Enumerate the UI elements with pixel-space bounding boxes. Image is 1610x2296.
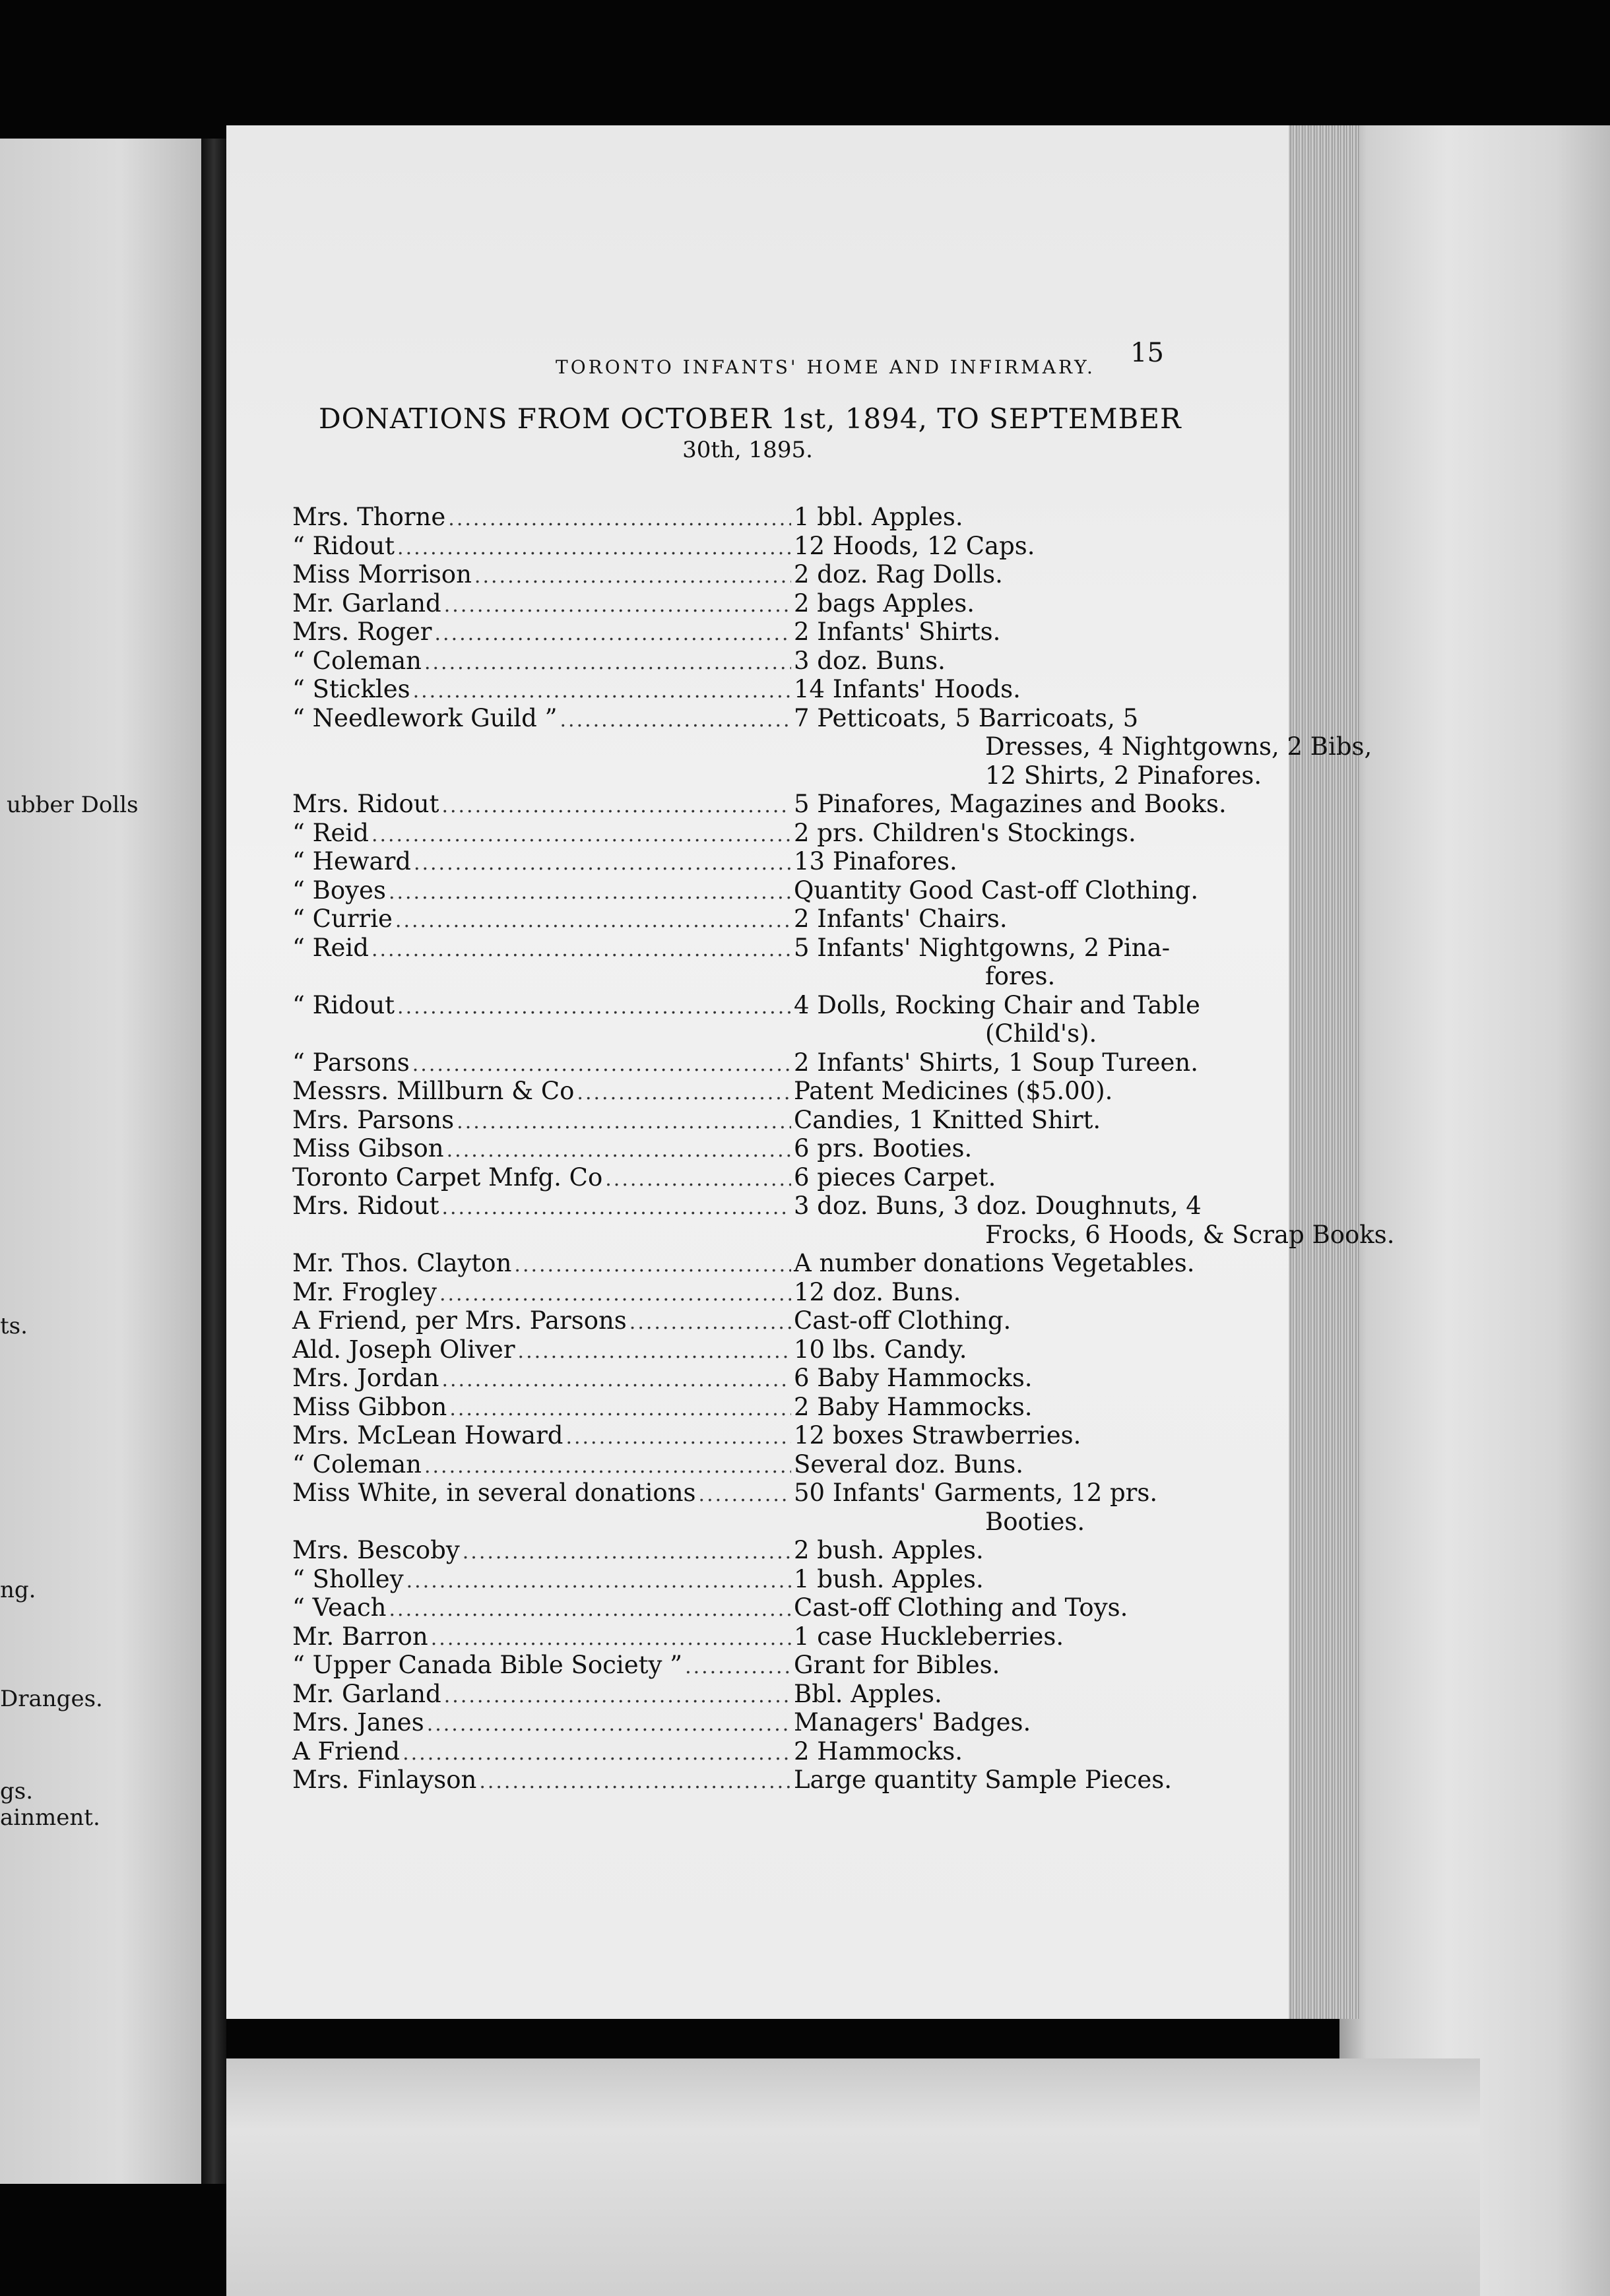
- left-facing-page: [0, 139, 205, 2184]
- donation-item: 12 boxes Strawberries.: [794, 1421, 1081, 1450]
- dot-leader: [412, 1050, 791, 1079]
- donation-item: Cast-off Clothing.: [794, 1306, 1012, 1335]
- donor-name: “ Coleman: [292, 1450, 422, 1479]
- donation-row: [292, 1163, 1269, 1192]
- dot-leader: [444, 591, 791, 620]
- donor-name: Mr. Garland: [292, 1679, 441, 1708]
- dot-leader: [395, 907, 791, 936]
- donor-name: “ Stickles: [292, 675, 410, 703]
- donor-name: A Friend: [292, 1737, 401, 1766]
- donation-row: [292, 1335, 1269, 1364]
- donation-row: [292, 560, 1269, 589]
- donation-item: A number donations Vegetables.: [794, 1249, 1195, 1277]
- donation-item: 1 bush. Apples.: [794, 1564, 984, 1593]
- dot-leader: [413, 677, 791, 706]
- donor-name: A Friend, per Mrs. Parsons: [292, 1306, 627, 1335]
- donation-item: Bbl. Apples.: [794, 1679, 942, 1708]
- donation-item: Several doz. Buns.: [794, 1450, 1023, 1479]
- dot-leader: [371, 821, 791, 850]
- donor-name: “ Coleman: [292, 646, 422, 675]
- donation-item: 14 Infants' Hoods.: [794, 675, 1021, 703]
- donor-name: Miss White, in several donations: [292, 1479, 696, 1507]
- donation-row: [292, 1622, 1269, 1651]
- donation-item: 2 Hammocks.: [794, 1737, 963, 1766]
- dot-leader: [685, 1653, 791, 1682]
- donation-row: [292, 790, 1269, 819]
- donation-row: [292, 991, 1269, 1020]
- donation-item: Large quantity Sample Pieces.: [794, 1766, 1172, 1794]
- donation-row: [292, 1680, 1269, 1709]
- donation-item: 6 prs. Booties.: [794, 1134, 973, 1163]
- donation-item-continued: 12 Shirts, 2 Pinafores.: [985, 761, 1262, 790]
- donation-row: [292, 819, 1269, 848]
- donation-row: [292, 1593, 1269, 1622]
- donation-item: 3 doz. Buns, 3 doz. Doughnuts, 4: [794, 1192, 1202, 1220]
- donor-name: Miss Gibbon: [292, 1392, 447, 1421]
- donation-row: [292, 1565, 1269, 1594]
- donation-row: [292, 1393, 1269, 1422]
- donor-name: Mrs. Parsons: [292, 1105, 455, 1134]
- dot-leader: [441, 1194, 791, 1223]
- running-head: TORONTO INFANTS' HOME AND INFIRMARY.: [556, 356, 1095, 378]
- donation-item-continued: fores.: [985, 962, 1056, 990]
- donation-item: 2 Infants' Shirts.: [794, 618, 1001, 646]
- dot-leader: [629, 1308, 791, 1337]
- dot-leader: [435, 620, 792, 649]
- donor-name: “ Veach: [292, 1593, 387, 1622]
- dot-leader: [514, 1251, 791, 1280]
- left-fragment: gs.: [0, 1778, 34, 1804]
- dot-leader: [518, 1337, 791, 1366]
- donation-row: [292, 1077, 1269, 1106]
- donation-row: [292, 847, 1269, 876]
- donor-name: “ Reid: [292, 933, 369, 962]
- donation-item: Managers' Badges.: [794, 1708, 1031, 1737]
- page-bottom-margin: [226, 2058, 1480, 2296]
- donation-row: [292, 589, 1269, 618]
- donation-item: Patent Medicines ($5.00).: [794, 1077, 1113, 1105]
- donation-row: [292, 1737, 1269, 1766]
- donation-item: 2 bags Apples.: [794, 589, 975, 618]
- donation-item: 2 Baby Hammocks.: [794, 1392, 1033, 1421]
- donation-row: [292, 1249, 1269, 1278]
- list-title: DONATIONS FROM OCTOBER 1st, 1894, TO SEPTEMBER: [319, 402, 1182, 435]
- dot-leader: [441, 1366, 791, 1395]
- donation-item-continued: Frocks, 6 Hoods, & Scrap Books.: [985, 1220, 1395, 1249]
- dot-leader: [427, 1710, 791, 1739]
- donation-row: [292, 532, 1269, 561]
- donation-item: 1 case Huckleberries.: [794, 1622, 1064, 1651]
- donation-row: [292, 1192, 1269, 1221]
- donation-row: [292, 647, 1269, 676]
- dot-leader: [402, 1739, 791, 1768]
- donor-name: “ Sholley: [292, 1564, 404, 1593]
- donation-item: 13 Pinafores.: [794, 847, 957, 876]
- dot-leader: [463, 1538, 791, 1567]
- donor-name: Toronto Carpet Mnfg. Co: [292, 1163, 603, 1192]
- donor-name: “ Reid: [292, 818, 369, 847]
- donor-name: Mrs. McLean Howard: [292, 1421, 564, 1450]
- dot-leader: [560, 706, 792, 735]
- donor-name: Miss Gibson: [292, 1134, 444, 1163]
- donation-item: 6 pieces Carpet.: [794, 1163, 996, 1192]
- left-fragment: ng.: [0, 1577, 36, 1603]
- donation-item: Grant for Bibles.: [794, 1651, 1000, 1679]
- dot-leader: [371, 936, 791, 965]
- donation-row: [292, 704, 1269, 733]
- donation-item: 5 Pinafores, Magazines and Books.: [794, 790, 1227, 818]
- donation-item: 6 Baby Hammocks.: [794, 1364, 1033, 1392]
- donation-row: [292, 1708, 1269, 1737]
- donor-name: Mrs. Thorne: [292, 503, 446, 531]
- donor-name: Mr. Garland: [292, 589, 441, 618]
- donor-name: Mrs. Janes: [292, 1708, 424, 1737]
- donation-row: [292, 1450, 1269, 1479]
- donation-item: 50 Infants' Garments, 12 prs.: [794, 1479, 1158, 1507]
- donation-row: [292, 1106, 1269, 1135]
- dot-leader: [448, 505, 791, 534]
- donation-row: [292, 1536, 1269, 1565]
- donation-row: [292, 503, 1269, 532]
- donation-item: 2 doz. Rag Dolls.: [794, 560, 1003, 589]
- dot-leader: [397, 534, 791, 563]
- donor-name: Mr. Thos. Clayton: [292, 1249, 512, 1277]
- donation-row: [292, 1306, 1269, 1335]
- dot-leader: [479, 1768, 791, 1797]
- dot-leader: [397, 993, 791, 1022]
- donor-name: Mrs. Bescoby: [292, 1536, 460, 1564]
- list-title-continued: 30th, 1895.: [682, 437, 813, 463]
- donation-item: 3 doz. Buns.: [794, 646, 946, 675]
- donation-row: [292, 1364, 1269, 1393]
- dot-leader: [424, 649, 791, 678]
- left-fragment: Dranges.: [0, 1686, 103, 1712]
- donation-item: 4 Dolls, Rocking Chair and Table: [794, 990, 1200, 1019]
- donation-item: Cast-off Clothing and Toys.: [794, 1593, 1128, 1622]
- dot-leader: [699, 1481, 791, 1510]
- right-page-edge: [1339, 125, 1610, 2296]
- donor-name: Mr. Barron: [292, 1622, 428, 1651]
- donor-name: Mrs. Finlayson: [292, 1766, 477, 1794]
- donor-name: “ Heward: [292, 847, 411, 876]
- dot-leader: [444, 1682, 791, 1711]
- donation-item: Candies, 1 Knitted Shirt.: [794, 1105, 1101, 1134]
- donation-row: [292, 1651, 1269, 1680]
- donation-item: Quantity Good Cast-off Clothing.: [794, 876, 1199, 905]
- donation-row: [292, 1278, 1269, 1307]
- donation-item-continued: Dresses, 4 Nightgowns, 2 Bibs,: [985, 732, 1372, 761]
- donor-name: Mrs. Ridout: [292, 1192, 439, 1220]
- donation-item: 10 lbs. Candy.: [794, 1335, 967, 1364]
- donor-name: Mrs. Jordan: [292, 1364, 439, 1392]
- dot-leader: [447, 1136, 791, 1165]
- donor-name: “ Needlework Guild ”: [292, 703, 558, 732]
- dot-leader: [424, 1452, 791, 1481]
- donation-row: [292, 1048, 1269, 1077]
- donation-row: [292, 618, 1269, 647]
- donation-item-continued: Booties.: [985, 1507, 1085, 1536]
- left-fragment: ts.: [0, 1313, 28, 1339]
- donation-item: 12 doz. Buns.: [794, 1277, 961, 1306]
- donor-name: “ Parsons: [292, 1048, 410, 1077]
- donation-item: 2 Infants' Chairs.: [794, 905, 1008, 933]
- donation-item: 1 bbl. Apples.: [794, 503, 963, 531]
- donation-row: [292, 675, 1269, 704]
- donor-name: “ Upper Canada Bible Society ”: [292, 1651, 683, 1679]
- donor-name: Mr. Frogley: [292, 1277, 437, 1306]
- left-fragment: ubber Dolls: [7, 792, 139, 818]
- dot-leader: [389, 878, 791, 907]
- dot-leader: [431, 1624, 791, 1653]
- donation-row: [292, 876, 1269, 905]
- donation-item: 5 Infants' Nightgowns, 2 Pina-: [794, 933, 1171, 962]
- donor-name: “ Ridout: [292, 531, 395, 560]
- donation-item-continued: (Child's).: [985, 1019, 1097, 1048]
- dot-leader: [414, 849, 791, 878]
- donation-row: [292, 1134, 1269, 1163]
- page-number: 15: [1130, 338, 1164, 368]
- dot-leader: [406, 1567, 791, 1596]
- left-fragment: ainment.: [0, 1804, 100, 1831]
- dot-leader: [605, 1165, 791, 1194]
- dot-leader: [439, 1280, 791, 1309]
- donation-item: 12 Hoods, 12 Caps.: [794, 531, 1035, 560]
- donor-name: “ Ridout: [292, 990, 395, 1019]
- donation-list: [226, 125, 1395, 2019]
- donation-item: 2 bush. Apples.: [794, 1536, 984, 1564]
- donor-name: Ald. Joseph Oliver: [292, 1335, 515, 1364]
- donation-item: 7 Petticoats, 5 Barricoats, 5: [794, 703, 1139, 732]
- dot-leader: [441, 792, 791, 821]
- document-page: [226, 125, 1395, 2019]
- donation-row: [292, 934, 1269, 963]
- donation-row: [292, 1421, 1269, 1450]
- page-stack-edge: [1287, 125, 1359, 2019]
- donor-name: Mrs. Roger: [292, 618, 432, 646]
- donor-name: “ Currie: [292, 905, 393, 933]
- donation-row: [292, 1766, 1269, 1795]
- donor-name: Mrs. Ridout: [292, 790, 439, 818]
- donation-item: 2 prs. Children's Stockings.: [794, 818, 1136, 847]
- donation-row: [292, 1479, 1269, 1508]
- donation-item: 2 Infants' Shirts, 1 Soup Tureen.: [794, 1048, 1198, 1077]
- donor-name: Miss Morrison: [292, 560, 472, 589]
- dot-leader: [474, 562, 791, 591]
- dot-leader: [389, 1595, 791, 1624]
- donor-name: Messrs. Millburn & Co: [292, 1077, 575, 1105]
- donor-name: “ Boyes: [292, 876, 386, 905]
- dot-leader: [457, 1108, 791, 1137]
- donation-row: [292, 905, 1269, 934]
- dot-leader: [449, 1395, 791, 1424]
- dot-leader: [577, 1079, 791, 1108]
- dot-leader: [565, 1423, 791, 1452]
- book-gutter: [201, 139, 226, 2184]
